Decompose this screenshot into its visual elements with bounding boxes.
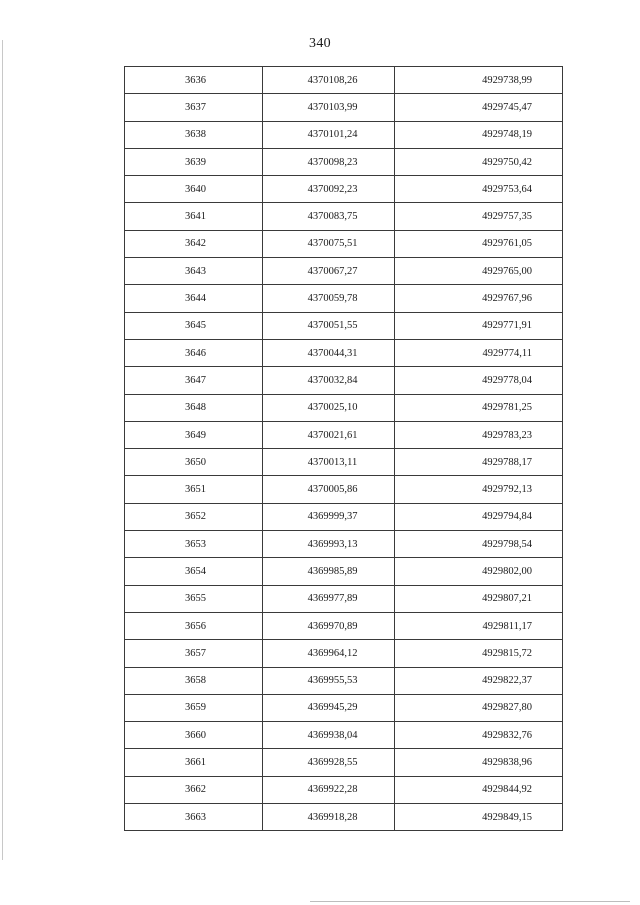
table-row <box>125 394 563 421</box>
y-coordinate-cell: 4929807,21 <box>395 585 563 612</box>
x-coordinate-cell: 4369922,28 <box>263 776 395 803</box>
table-row <box>125 367 563 394</box>
y-coordinate-cell: 4929844,92 <box>395 776 563 803</box>
table-row <box>125 148 563 175</box>
x-coordinate-cell: 4370098,23 <box>263 148 395 175</box>
x-coordinate-cell: 4369985,89 <box>263 558 395 585</box>
x-coordinate-cell: 4370021,61 <box>263 421 395 448</box>
y-coordinate-cell: 4929738,99 <box>395 67 563 94</box>
x-coordinate-cell: 4370101,24 <box>263 121 395 148</box>
point-number-cell: 3657 <box>125 640 263 667</box>
table-row <box>125 749 563 776</box>
table-row <box>125 285 563 312</box>
point-number-cell: 3637 <box>125 94 263 121</box>
x-coordinate-cell: 4369938,04 <box>263 722 395 749</box>
table-row <box>125 503 563 530</box>
y-coordinate-cell: 4929832,76 <box>395 722 563 749</box>
x-coordinate-cell: 4369977,89 <box>263 585 395 612</box>
point-number-cell: 3644 <box>125 285 263 312</box>
table-row <box>125 449 563 476</box>
y-coordinate-cell: 4929781,25 <box>395 394 563 421</box>
table-row <box>125 804 563 831</box>
x-coordinate-cell: 4370032,84 <box>263 367 395 394</box>
table-row <box>125 258 563 285</box>
y-coordinate-cell: 4929811,17 <box>395 612 563 639</box>
point-number-cell: 3641 <box>125 203 263 230</box>
table-row <box>125 230 563 257</box>
table-row <box>125 94 563 121</box>
y-coordinate-cell: 4929771,91 <box>395 312 563 339</box>
y-coordinate-cell: 4929757,35 <box>395 203 563 230</box>
point-number-cell: 3643 <box>125 258 263 285</box>
x-coordinate-cell: 4370013,11 <box>263 449 395 476</box>
page-number: 340 <box>309 36 331 51</box>
point-number-cell: 3654 <box>125 558 263 585</box>
x-coordinate-cell: 4369928,55 <box>263 749 395 776</box>
x-coordinate-cell: 4369993,13 <box>263 531 395 558</box>
point-number-cell: 3656 <box>125 612 263 639</box>
y-coordinate-cell: 4929815,72 <box>395 640 563 667</box>
y-coordinate-cell: 4929778,04 <box>395 367 563 394</box>
y-coordinate-cell: 4929802,00 <box>395 558 563 585</box>
point-number-cell: 3659 <box>125 694 263 721</box>
x-coordinate-cell: 4370025,10 <box>263 394 395 421</box>
point-number-cell: 3653 <box>125 531 263 558</box>
table-row <box>125 421 563 448</box>
table-row <box>125 176 563 203</box>
y-coordinate-cell: 4929761,05 <box>395 230 563 257</box>
y-coordinate-cell: 4929798,54 <box>395 531 563 558</box>
point-number-cell: 3640 <box>125 176 263 203</box>
point-number-cell: 3639 <box>125 148 263 175</box>
point-number-cell: 3661 <box>125 749 263 776</box>
table-row <box>125 667 563 694</box>
y-coordinate-cell: 4929774,11 <box>395 339 563 366</box>
point-number-cell: 3636 <box>125 67 263 94</box>
y-coordinate-cell: 4929849,15 <box>395 804 563 831</box>
x-coordinate-cell: 4370059,78 <box>263 285 395 312</box>
scan-edge-bottom <box>310 901 630 902</box>
x-coordinate-cell: 4369964,12 <box>263 640 395 667</box>
x-coordinate-cell: 4370005,86 <box>263 476 395 503</box>
x-coordinate-cell: 4370067,27 <box>263 258 395 285</box>
x-coordinate-cell: 4369945,29 <box>263 694 395 721</box>
x-coordinate-cell: 4370108,26 <box>263 67 395 94</box>
table-row <box>125 531 563 558</box>
y-coordinate-cell: 4929827,80 <box>395 694 563 721</box>
x-coordinate-cell: 4370103,99 <box>263 94 395 121</box>
y-coordinate-cell: 4929838,96 <box>395 749 563 776</box>
point-number-cell: 3651 <box>125 476 263 503</box>
point-number-cell: 3663 <box>125 804 263 831</box>
point-number-cell: 3642 <box>125 230 263 257</box>
y-coordinate-cell: 4929788,17 <box>395 449 563 476</box>
y-coordinate-cell: 4929753,64 <box>395 176 563 203</box>
y-coordinate-cell: 4929794,84 <box>395 503 563 530</box>
table-row <box>125 612 563 639</box>
y-coordinate-cell: 4929792,13 <box>395 476 563 503</box>
point-number-cell: 3650 <box>125 449 263 476</box>
y-coordinate-cell: 4929748,19 <box>395 121 563 148</box>
coordinates-table <box>124 66 563 831</box>
table-row <box>125 558 563 585</box>
point-number-cell: 3655 <box>125 585 263 612</box>
x-coordinate-cell: 4369999,37 <box>263 503 395 530</box>
x-coordinate-cell: 4370051,55 <box>263 312 395 339</box>
coordinates-table-body <box>125 67 563 831</box>
table-row <box>125 694 563 721</box>
table-row <box>125 776 563 803</box>
x-coordinate-cell: 4370092,23 <box>263 176 395 203</box>
point-number-cell: 3652 <box>125 503 263 530</box>
y-coordinate-cell: 4929765,00 <box>395 258 563 285</box>
point-number-cell: 3662 <box>125 776 263 803</box>
scan-edge-left <box>2 40 3 860</box>
y-coordinate-cell: 4929822,37 <box>395 667 563 694</box>
x-coordinate-cell: 4369970,89 <box>263 612 395 639</box>
y-coordinate-cell: 4929745,47 <box>395 94 563 121</box>
point-number-cell: 3647 <box>125 367 263 394</box>
x-coordinate-cell: 4370075,51 <box>263 230 395 257</box>
point-number-cell: 3648 <box>125 394 263 421</box>
point-number-cell: 3658 <box>125 667 263 694</box>
x-coordinate-cell: 4369918,28 <box>263 804 395 831</box>
point-number-cell: 3660 <box>125 722 263 749</box>
point-number-cell: 3645 <box>125 312 263 339</box>
table-row <box>125 67 563 94</box>
table-row <box>125 312 563 339</box>
table-row <box>125 640 563 667</box>
table-row <box>125 121 563 148</box>
y-coordinate-cell: 4929750,42 <box>395 148 563 175</box>
table-row <box>125 585 563 612</box>
table-row <box>125 203 563 230</box>
table-row <box>125 722 563 749</box>
point-number-cell: 3638 <box>125 121 263 148</box>
x-coordinate-cell: 4370044,31 <box>263 339 395 366</box>
y-coordinate-cell: 4929767,96 <box>395 285 563 312</box>
x-coordinate-cell: 4370083,75 <box>263 203 395 230</box>
point-number-cell: 3649 <box>125 421 263 448</box>
table-row <box>125 339 563 366</box>
x-coordinate-cell: 4369955,53 <box>263 667 395 694</box>
point-number-cell: 3646 <box>125 339 263 366</box>
y-coordinate-cell: 4929783,23 <box>395 421 563 448</box>
table-row <box>125 476 563 503</box>
